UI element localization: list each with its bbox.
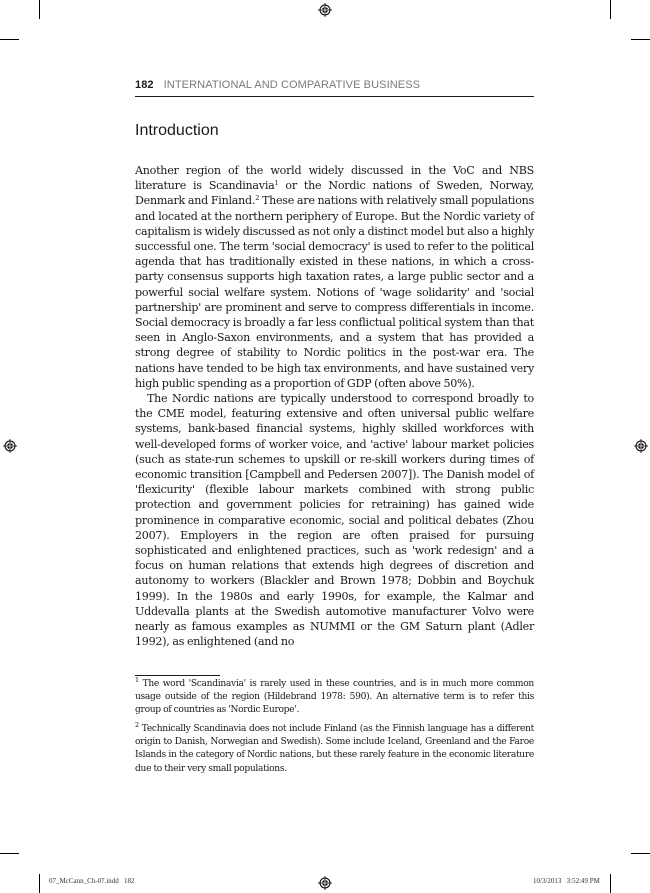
footnote-text: The word 'Scandinavia' is rarely used in these countries, and is in much more common usage outside of the region (Hildebrand 1978: 590). An alternative term is to refer this group of countries as 'Nordic Europe'. [135,679,534,716]
crop-mark-bottom-left-horizontal [0,853,19,854]
footnote-reference[interactable]: 2 [255,194,260,203]
slug-file-name: 07_McCann_Ch-07.indd 182 [49,877,135,885]
footnote-marker: 1 [135,676,139,684]
crop-mark-top-right-horizontal [631,39,650,40]
paragraph-text: Another region of the world widely discussed in the VoC and NBS literature is Scandinavia [135,164,534,193]
footnote-marker: 2 [135,721,139,730]
page-number: 182 [135,79,154,91]
crop-mark-top-left-horizontal [0,39,19,40]
crop-mark-top-left-vertical [39,0,40,19]
registration-target-icon [634,439,648,453]
section-heading: Introduction [135,122,219,139]
paragraph [135,163,534,391]
body-text [135,163,534,650]
registration-target-icon [318,3,332,17]
registration-target-icon [3,439,17,453]
slug-timestamp: 10/3/2013 3:52:49 PM [533,877,600,885]
registration-target-icon [318,876,332,890]
running-head-rule [135,96,534,97]
footnote [135,678,534,717]
book-title: INTERNATIONAL AND COMPARATIVE BUSINESS [163,79,421,91]
crop-mark-bottom-right-horizontal [631,853,650,854]
footnote-text: Technically Scandinavia does not include Finland (as the Finnish language has a different origin to Danish, Norwegian and Swedish). Some include Iceland, Greenland and the Faroe Islands in the category of Nordic nations, but these rarely feature in the economic literature due to their very small populations. [135,724,534,774]
crop-mark-top-right-vertical [610,0,611,19]
paragraph-text: or the Nordic nations of Sweden, Norway, Denmark and Finland. [135,179,534,208]
footnote [135,723,534,775]
crop-mark-bottom-left-vertical [39,874,40,893]
paragraph-text: These are nations with relatively small populations and located at the northern periphery of Europe. But the Nordic variety of capitalism is widely discussed as not only a distinct model but also a highly successful one. The term 'social democracy' is used to refer to the political agenda that has traditionally existed in these nations, in which a cross-party consensus supports high taxation rates, a large public sector and a powerful social welfare system. Notions of 'wage solidarity' and 'social partnership' are prominent and serve to compress differentials in income. Social democracy is broadly a far less conflictual political system than that seen in Anglo-Saxon environments, and a system that has provided a strong degree of stability to Nordic politics in the post-war era. The nations have tended to be high tax environments, and have sustained very high public spending as a proportion of GDP (often above 50%). [135,194,534,390]
footnotes [135,678,534,782]
crop-mark-bottom-right-vertical [610,874,611,893]
running-head [135,79,534,96]
footnote-rule [135,675,220,676]
footnote-reference[interactable]: 1 [274,179,279,188]
paragraph: The Nordic nations are typically understood to correspond broadly to the CME model, featuring extensive and often universal public welfare systems, bank-based financial systems, highly skilled workforces with well-developed forms of worker voice, and 'active' labour market policies (such as state-run schemes to upskill or re-skill workers during times of economic transition [Campbell and Pedersen 2007]). The Danish model of 'flexicurity' (flexible labour markets combined with strong public protection and government policies for retraining) has gained wide prominence in comparative economic, social and political debates (Zhou 2007). Employers in the region are often praised for pursuing sophisticated and enlightened practices, such as 'work redesign' and a focus on human relations that extends high degrees of discretion and autonomy to workers (Blackler and Brown 1978; Dobbin and Boychuk 1999). In the 1980s and early 1990s, for example, the Kalmar and Uddevalla plants at the Swedish automotive manufacturer Volvo were nearly as famous examples as NUMMI or the GM Saturn plant (Adler 1992), as enlightened (and no [135,392,534,649]
